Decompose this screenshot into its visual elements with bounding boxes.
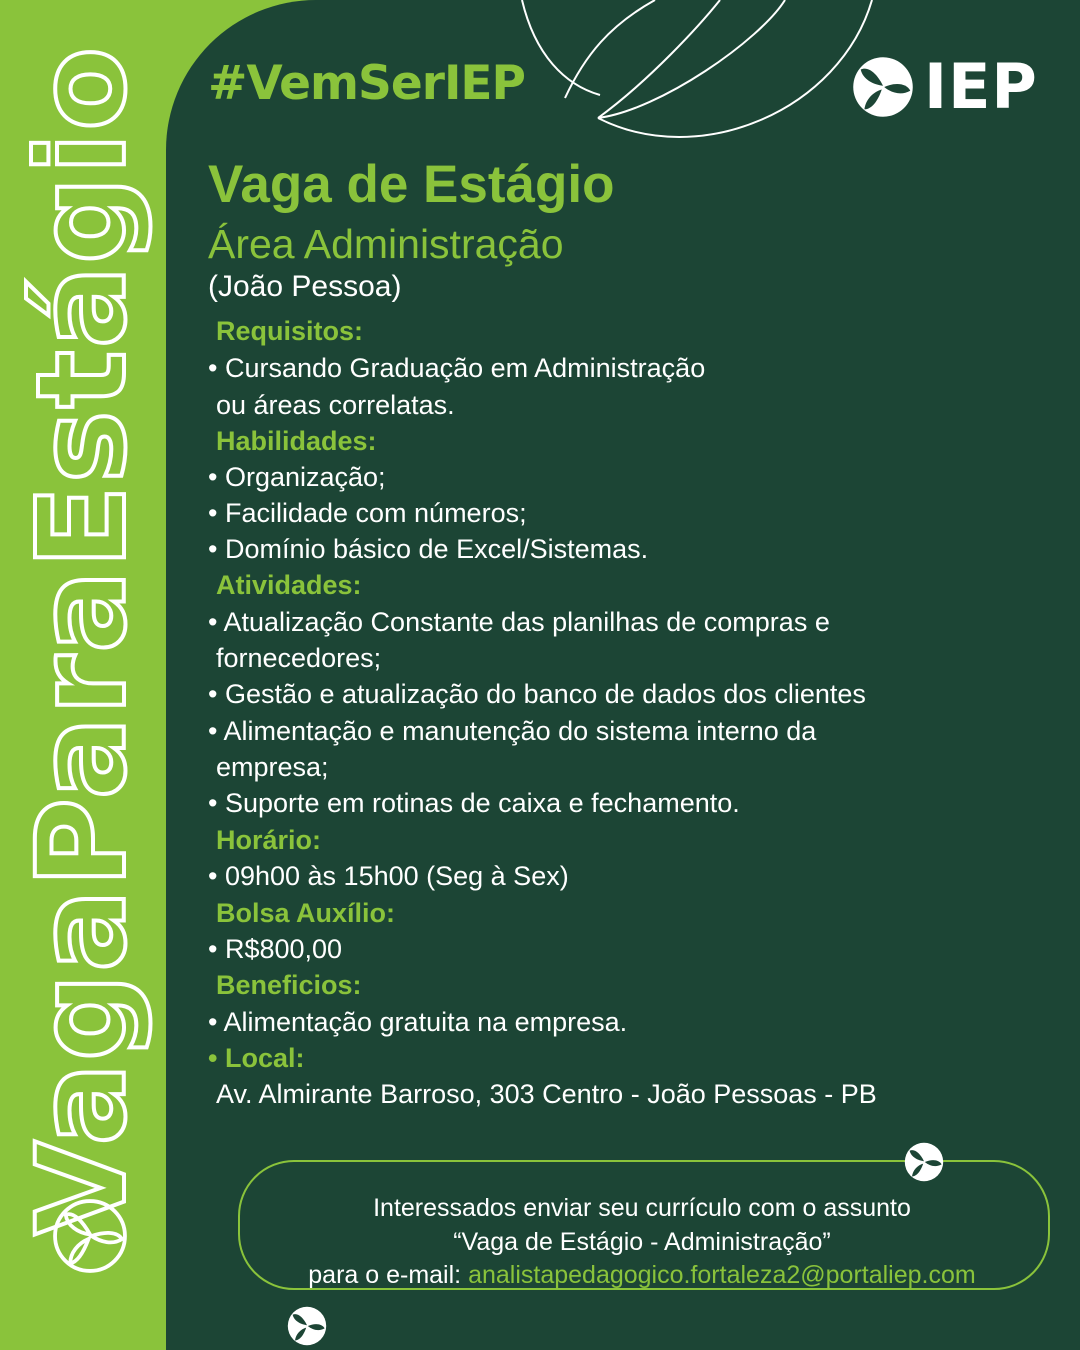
list-item: • Alimentação e manutenção do sistema interno da (208, 716, 817, 746)
iep-leaf-ball-icon (852, 56, 914, 118)
brand-logo (852, 50, 1038, 123)
list-item: • Alimentação gratuita na empresa. (208, 1007, 628, 1037)
list-item: • Organização; (208, 462, 386, 492)
list-item: • R$800,00 (208, 934, 343, 964)
contact-email-line (240, 1261, 1044, 1290)
iep-leaf-ball-icon (904, 1142, 944, 1182)
hashtag-heading: #VemSerIEP (208, 56, 525, 111)
address-text: Av. Almirante Barroso, 303 Centro - João Pessoas - PB (216, 1079, 877, 1109)
list-item: • 09h00 às 15h00 (Seg à Sex) (208, 861, 569, 891)
list-item: fornecedores; (216, 643, 382, 673)
section-heading-bolsa: Bolsa Auxílio: (216, 898, 396, 928)
contact-instruction: Interessados enviar seu currículo com o assunto (373, 1194, 911, 1222)
contact-subject: “Vaga de Estágio - Administração” (453, 1228, 831, 1256)
contact-email-link[interactable]: analistapedagogico.fortaleza2@portaliep.com (468, 1261, 976, 1289)
section-heading-habilidades: Habilidades: (216, 426, 377, 456)
page-title: Vaga de Estágio (208, 155, 615, 214)
list-item: • Cursando Graduação em Administração (208, 353, 706, 383)
iep-leaf-ball-icon (287, 1306, 327, 1346)
list-item: • Suporte em rotinas de caixa e fechamento. (208, 788, 740, 818)
contact-email-prefix: para o e-mail: (308, 1261, 469, 1289)
section-heading-atividades: Atividades: (216, 570, 362, 600)
section-heading-horario: Horário: (216, 825, 322, 855)
iep-leaf-ball-icon (52, 1198, 128, 1274)
list-item: ou áreas correlatas. (216, 390, 455, 420)
section-heading-beneficios: Beneficios: (216, 970, 362, 1000)
vertical-tagline: VagaParaEstágio (11, 44, 153, 1236)
section-heading-local: • Local: (208, 1043, 305, 1073)
page-subtitle: Área Administração (208, 221, 564, 267)
list-item: • Domínio básico de Excel/Sistemas. (208, 534, 649, 564)
city-label: (João Pessoa) (208, 270, 402, 303)
list-item: • Atualização Constante das planilhas de compras e (208, 607, 830, 637)
list-item: • Gestão e atualização do banco de dados dos clientes (208, 679, 866, 709)
brand-name: IEP (924, 50, 1038, 123)
section-heading-requisitos: Requisitos: (216, 316, 364, 346)
list-item: • Facilidade com números; (208, 498, 527, 528)
list-item: empresa; (216, 752, 329, 782)
